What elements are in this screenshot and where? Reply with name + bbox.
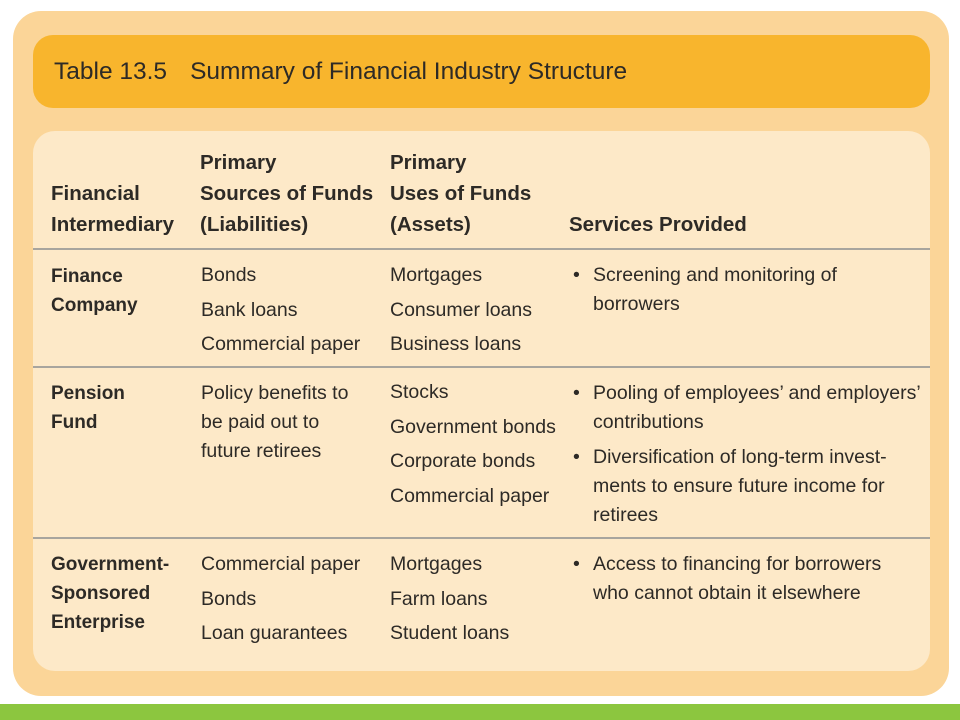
header-intermediary-line: Intermediary	[51, 213, 175, 236]
header-services-line: Services Provided	[569, 213, 747, 236]
use-item: Commercial paper	[390, 484, 550, 507]
service-text: Diversification of long-term invest-	[593, 446, 887, 468]
source-item: Bonds	[201, 264, 257, 286]
use-item: Corporate bonds	[390, 450, 536, 472]
header-uses-line: Uses of Funds	[390, 182, 532, 205]
table-title-bar	[33, 35, 930, 108]
source-item: Bank loans	[201, 298, 298, 321]
service-item	[571, 261, 837, 319]
source-item: Loan guarantees	[201, 622, 348, 644]
row-label-line: Sponsored	[51, 583, 151, 604]
row-finance-company-services	[571, 261, 837, 325]
row-gse-sources	[201, 547, 360, 651]
service-text: retirees	[593, 504, 659, 526]
bullet-icon: •	[573, 553, 580, 575]
row-divider	[33, 537, 930, 539]
row-finance-company-uses	[390, 258, 532, 362]
service-item	[571, 379, 921, 437]
service-text: Access to financing for borrowers	[593, 553, 882, 575]
row-label-line: Enterprise	[51, 612, 145, 633]
bullet-icon: •	[573, 382, 580, 404]
service-text: Screening and monitoring of	[593, 264, 837, 286]
header-divider	[33, 248, 930, 250]
row-gse-services	[571, 550, 881, 614]
header-uses-line: (Assets)	[390, 213, 471, 236]
header-uses	[390, 147, 531, 240]
header-services	[569, 209, 747, 240]
row-pension-fund-services	[571, 379, 921, 536]
header-sources	[200, 147, 373, 240]
row-pension-fund-sources	[201, 379, 348, 466]
service-item	[571, 550, 881, 608]
row-label-line: Government-	[51, 554, 170, 575]
table-title: Summary of Financial Industry Structure	[190, 57, 628, 85]
source-item: Bonds	[201, 587, 257, 610]
use-item: Business loans	[390, 333, 522, 355]
header-intermediary-line: Financial	[51, 182, 140, 205]
bullet-icon: •	[573, 446, 580, 468]
use-item: Government bonds	[390, 415, 556, 438]
row-label-line: Company	[51, 295, 138, 316]
use-item: Mortgages	[390, 553, 483, 575]
service-item	[571, 443, 921, 530]
row-pension-fund-uses	[390, 375, 556, 513]
service-text: Pooling of employees’ and employers’	[593, 382, 921, 404]
service-text: borrowers	[593, 293, 680, 315]
table-number: Table 13.5	[54, 57, 168, 85]
use-item: Stocks	[390, 381, 449, 403]
row-finance-company-label	[51, 262, 138, 320]
header-sources-line: Sources of Funds	[200, 182, 374, 205]
row-finance-company-sources	[201, 258, 360, 362]
service-text: ments to ensure future income for	[593, 475, 885, 497]
header-intermediary	[51, 178, 174, 240]
service-text: who cannot obtain it elsewhere	[593, 582, 861, 604]
row-label-line: Fund	[51, 412, 98, 433]
row-label-line: Pension	[51, 383, 125, 404]
row-pension-fund-label	[51, 379, 125, 437]
source-item: Policy benefits to	[201, 382, 349, 404]
source-item: future retirees	[201, 440, 322, 462]
source-item: be paid out to	[201, 411, 320, 433]
use-item: Farm loans	[390, 587, 488, 610]
service-text: contributions	[593, 411, 704, 433]
use-item: Mortgages	[390, 264, 483, 286]
bullet-icon: •	[573, 264, 580, 286]
row-gse-uses	[390, 547, 509, 651]
header-sources-line: (Liabilities)	[200, 213, 309, 236]
source-item: Commercial paper	[201, 553, 361, 575]
source-item: Commercial paper	[201, 333, 361, 355]
row-label-line: Finance	[51, 266, 123, 287]
bottom-accent-bar	[0, 704, 960, 720]
row-gse-label	[51, 550, 169, 637]
header-uses-line: Primary	[390, 151, 467, 174]
use-item: Student loans	[390, 622, 510, 644]
row-divider	[33, 366, 930, 368]
use-item: Consumer loans	[390, 298, 532, 321]
header-sources-line: Primary	[200, 151, 277, 174]
